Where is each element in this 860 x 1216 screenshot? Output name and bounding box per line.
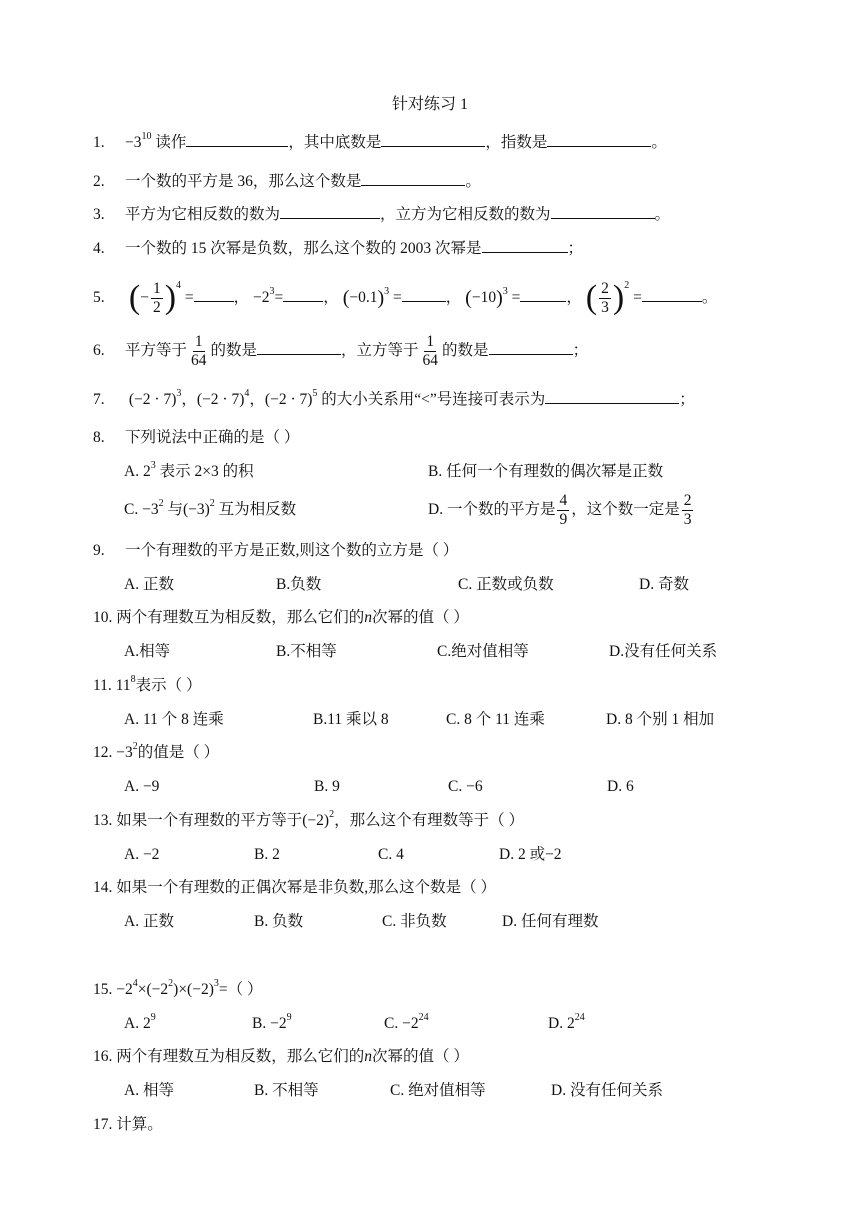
question-5: 5. ( − $\frac{1}{2}$ ) $^4$ = ， $-2^3=$ ， ( −0.1 ) $^3$ = ， ( −10 ) $^3$ = ， ( $\frac{2}{3}$ ) $^2$ = 。 bbox=[93, 276, 717, 320]
answer-blank[interactable] bbox=[381, 131, 485, 147]
answer-blank[interactable] bbox=[186, 131, 288, 147]
question-8: 8. 下列说法中正确的是（ ） bbox=[93, 429, 300, 446]
option-b[interactable]: B.不相等 bbox=[276, 643, 337, 660]
question-17: 17. 计算。 bbox=[93, 1116, 163, 1133]
option-a[interactable]: A. 正数 bbox=[124, 913, 174, 930]
option-a[interactable]: A. $2^9$ bbox=[124, 1012, 156, 1032]
question-15: 15. $-2^4\times(-2^2)\times(-2)^3=$（ ） bbox=[93, 978, 263, 998]
question-10: 10. 两个有理数互为相反数，那么它们的n次幂的值（ ） bbox=[93, 609, 469, 626]
option-b[interactable]: B. 负数 bbox=[254, 913, 304, 930]
option-d[interactable]: D. 没有任何关系 bbox=[551, 1082, 663, 1099]
option-c[interactable]: C. 4 bbox=[378, 846, 404, 863]
option-c[interactable]: C. 8 个 11 连乘 bbox=[446, 711, 545, 728]
option-b[interactable]: B.负数 bbox=[276, 576, 322, 593]
option-c[interactable]: C. $-2^{24}$ bbox=[384, 1012, 429, 1032]
option-b[interactable]: B. $-2^9$ bbox=[252, 1012, 292, 1032]
expr-e: ( $\frac{2}{3}$ ) bbox=[585, 279, 625, 317]
answer-blank[interactable] bbox=[283, 286, 323, 302]
question-1: 1. $-3^{10}$ 读作 ，其中底数是 ，指数是 。 bbox=[93, 131, 667, 151]
answer-blank[interactable] bbox=[257, 339, 341, 355]
answer-blank[interactable] bbox=[194, 286, 234, 302]
question-3: 3. 平方为它相反数的数为 ，立方为它相反数的数为 。 bbox=[93, 203, 670, 225]
answer-blank[interactable] bbox=[402, 286, 446, 302]
option-a[interactable]: A. −2 bbox=[124, 846, 160, 863]
option-a[interactable]: A. 11 个 8 连乘 bbox=[124, 711, 224, 728]
option-a[interactable]: A. −9 bbox=[124, 778, 160, 795]
question-11: 11. $11^8$表示（ ） bbox=[93, 674, 202, 694]
option-a[interactable]: A. 相等 bbox=[124, 1082, 174, 1099]
answer-blank[interactable] bbox=[280, 203, 380, 219]
option-c[interactable]: C. $-3^2$ 与$(-3)^2$ 互为相反数 bbox=[124, 498, 297, 518]
answer-blank[interactable] bbox=[545, 388, 679, 404]
question-9: 9. 一个有理数的平方是正数,则这个数的立方是（ ） bbox=[93, 542, 459, 559]
answer-blank[interactable] bbox=[482, 237, 568, 253]
option-b[interactable]: B. 2 bbox=[254, 846, 280, 863]
question-2: 2. 一个数的平方是 36，那么这个数是 。 bbox=[93, 170, 481, 192]
option-a[interactable]: A. 正数 bbox=[124, 576, 174, 593]
option-a[interactable]: A. $2^3$ 表示 2×3 的积 bbox=[124, 460, 254, 480]
question-4: 4. 一个数的 15 次幂是负数，那么这个数的 2003 次幂是 ； bbox=[93, 237, 583, 259]
option-d[interactable]: D. 任何有理数 bbox=[502, 913, 599, 930]
question-16: 16. 两个有理数互为相反数，那么它们的n次幂的值（ ） bbox=[93, 1048, 469, 1065]
option-d[interactable]: D. 一个数的平方是 $\frac{4}{9}$ ，这个数一定是 $\frac{2}{3}$ bbox=[428, 491, 692, 528]
answer-blank[interactable] bbox=[489, 339, 573, 355]
answer-blank[interactable] bbox=[547, 131, 651, 147]
option-b[interactable]: B. 任何一个有理数的偶次幂是正数 bbox=[428, 463, 664, 480]
question-12: 12. $-3^2$的值是（ ） bbox=[93, 741, 220, 761]
option-b[interactable]: B. 9 bbox=[314, 778, 340, 795]
expr-a: ( − $\frac{1}{2}$ ) bbox=[128, 279, 177, 317]
option-c[interactable]: C. 绝对值相等 bbox=[390, 1082, 486, 1099]
option-a[interactable]: A.相等 bbox=[124, 643, 171, 660]
question-14: 14. 如果一个有理数的正偶次幂是非负数,那么这个数是（ ） bbox=[93, 879, 497, 896]
option-c[interactable]: C. 非负数 bbox=[382, 913, 447, 930]
option-c[interactable]: C. 正数或负数 bbox=[458, 576, 554, 593]
answer-blank[interactable] bbox=[520, 286, 566, 302]
option-b[interactable]: B.11 乘以 8 bbox=[313, 711, 389, 728]
page-title: 针对练习 1 bbox=[391, 96, 468, 113]
question-6: 6. 平方等于 $\frac{1}{64}$ 的数是 ，立方等于 $\frac{1}{64}$ 的数是 ； bbox=[93, 332, 589, 369]
option-d[interactable]: D. $2^{24}$ bbox=[548, 1012, 585, 1032]
option-d[interactable]: D. 奇数 bbox=[639, 576, 689, 593]
option-d[interactable]: D. 2 或−2 bbox=[499, 846, 562, 863]
option-d[interactable]: D. 6 bbox=[607, 778, 634, 795]
option-c[interactable]: C.绝对值相等 bbox=[437, 643, 529, 660]
question-7: 7. $(-2 \cdot 7)^3$，$(-2 \cdot 7)^4$，$(-2 \cdot 7)^5$ 的大小关系用“<”号连接可表示为 ； bbox=[93, 388, 695, 408]
option-b[interactable]: B. 不相等 bbox=[254, 1082, 319, 1099]
answer-blank[interactable] bbox=[361, 170, 465, 186]
option-d[interactable]: D.没有任何关系 bbox=[609, 643, 718, 660]
question-13: 13. 如果一个有理数的平方等于$(-2)^2$，那么这个有理数等于（ ） bbox=[93, 809, 524, 829]
answer-blank[interactable] bbox=[551, 203, 655, 219]
answer-blank[interactable] bbox=[642, 286, 702, 302]
option-c[interactable]: C. −6 bbox=[448, 778, 483, 795]
option-d[interactable]: D. 8 个别 1 相加 bbox=[606, 711, 715, 728]
